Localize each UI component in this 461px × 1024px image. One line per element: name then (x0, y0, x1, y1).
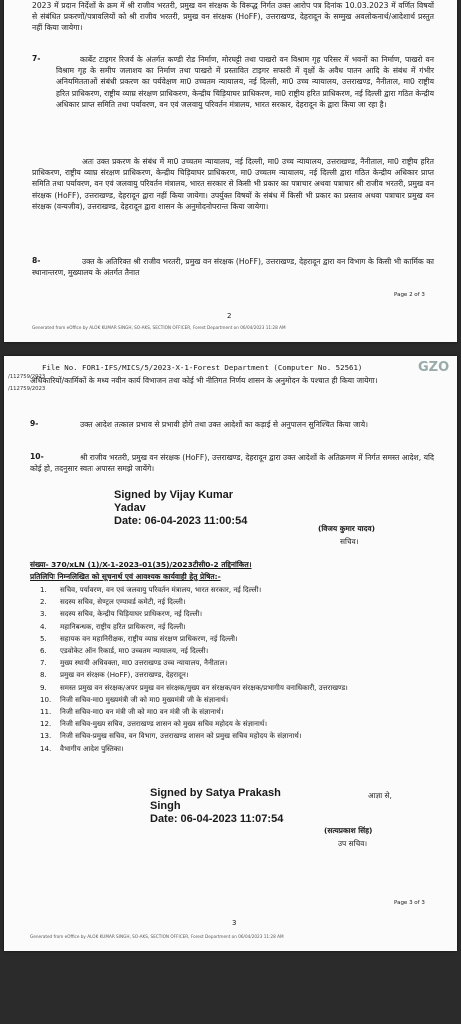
list-item-text: सदस्य सचिव, केन्द्रीय चिड़ियाघर प्राधिकरण, नई दिल्ली। (60, 609, 203, 619)
list-item (40, 584, 436, 596)
document-page-2 (4, 0, 457, 342)
list-item-number: 5. (40, 633, 47, 643)
page-number: 3 (232, 919, 237, 927)
file-number-header: File No. FOR1-IFS/MICS/5/2023-X-1-Forest Department (Computer No. 52561) (42, 363, 363, 372)
list-item-number: 2. (40, 597, 47, 607)
list-item-text: एडवोकेट ऑन रिकार्ड, मा0 उच्चतम न्यायालय, नई दिल्ली। (60, 646, 209, 656)
para-7-number: 7- (32, 54, 41, 63)
list-item (40, 633, 436, 645)
list-item-text: निजी सचिव-मा0 वन मंत्री जी को मा0 वन मंत्री जी के संज्ञानार्थ। (60, 707, 224, 717)
list-item-text: सदस्य सचिव, सेण्ट्रल एम्पावर्ड कमेटी, नई दिल्ली। (60, 597, 186, 607)
para-9-number: 9- (30, 419, 39, 428)
list-item-text: प्रमुख वन संरक्षक (HoFF), उत्तराखण्ड, देहरादून। (60, 670, 189, 680)
list-item-text: समस्त प्रमुख वन संरक्षक/अपर प्रमुख वन संरक्षक/मुख्य वन संरक्षक/वन संरक्षक/प्रभागीय वनाधिकारी, उत्तराखण्ड। (60, 682, 348, 692)
list-item-text: वैभागीय आदेश पुस्तिका। (60, 743, 124, 753)
copy-to-heading: प्रतिलिपिः निम्नलिखित को सूचनार्थ एवं आवश्यक कार्यवाही हेतु प्रेषित:- (30, 572, 221, 581)
eoffice-logo: GZO (418, 360, 450, 375)
page-count-label: Page 2 of 3 (394, 292, 425, 298)
page3-top-paragraph: अधिकारियों/कार्मिकों के मध्य नवीन कार्य विभाजन तथा कोई भी नीतिगत निर्णय शासन के अनुमोदन के पश्चात ही किया जायेगा। (30, 376, 378, 385)
para-7b-text: अतः उक्त प्रकरण के संबंध में मा0 उच्चतम न्यायालय, नई दिल्ली, मा0 उच्च न्यायालय, उत्तराखण्ड, नैनीताल, मा0 राष्ट्रीय हरित प्राधिकरण, राष्ट्रीय व्याघ्र संरक्षण प्राधिकरण, केन्द्रीय चिड़ियाघर प्राधिकरण, मा0 उच्चतम न्यायालय, नई दिल्ली द्वारा गठित केन्द्रीय अधिकार प्राप्त समिति तथा पर्यावरण, वन एवं जलवायु परिवर्तन मंत्रालय, भारत सरकार से किसी भी प्रकार का पत्राचार अथवा पत्राचार श्री राजीव भरतरी, प्रमुख वन संरक्षक (HoFF), उत्तराखण्ड, देहरादून द्वारा नहीं किया जायेगा। उपर्युक्त विषयों के संबंध में किसी भी प्रकार का प्रस्ताव अथवा पत्राचार प्रमुख वन संरक्षक (वन्यजीव), उत्तराखण्ड, देहरादून द्वारा शासन के अनुमोदनोपरान्त किया जायेगा। (32, 157, 434, 211)
list-item-text: निजी सचिव-मा0 मुख्यमंत्री जी को मा0 मुख्यमंत्री जी के संज्ञानार्थ। (60, 694, 229, 704)
list-item (40, 621, 436, 633)
signature-2-date: Date: 06-04-2023 11:07:54 (150, 813, 284, 825)
signatory-1-title: सचिव। (340, 537, 359, 546)
list-item-number: 4. (40, 621, 47, 631)
list-item (40, 669, 436, 681)
list-item-number: 8. (40, 670, 47, 680)
reference-number: संख्या- 370/xLN (1)/X-1-2023-01(35)/2023टीसी0-2 तद्दिनांकित। (30, 560, 252, 569)
signature-2-line1: Signed by Satya Prakash (150, 787, 281, 799)
list-item-number: 13. (40, 731, 52, 741)
para-10-number: 10- (30, 452, 44, 461)
eoffice-footer: Generated from eOffice by ALOK KUMAR SINGH, SO-AKS, SECTION OFFICER, Forest Department on 06/04/2023 11:28 AM (32, 325, 286, 330)
list-item-number: 1. (40, 585, 47, 594)
para-7-text: कार्बेट टाइगर रिजर्व के अंतर्गत कण्डी रोड निर्माण, मोरघट्टी तथा पाखरो वन विश्राम गृह परिसर में भवनों का निर्माण, पाखरो वन विश्राम गृह के समीप जलाशय का निर्माण तथा पाखरो में प्रस्तावित टाइगर सफारी में वृक्षों के अवैध पातन आदि के संबंध में गंभीर अनियमितताओं संबंधी प्रकरण का पर्यवेक्षण मा0 उच्चतम न्यायालय, नई दिल्ली, मा0 उच्च न्यायालय, उत्तराखण्ड, नैनीताल, मा0 राष्ट्रीय हरित प्राधिकरण, राष्ट्रीय व्याघ्र संरक्षण प्राधिकरण, केन्द्रीय चिड़ियाघर प्राधिकरण, मा0 राष्ट्रीय हरित प्राधिकरण, नई दिल्ली द्वारा गठित केन्द्रीय अधिकार प्राप्त समिति तथा पर्यावरण, वन एवं जलवायु परिवर्तन मंत्रालय, भारत सरकार, देहरादून के द्वारा किया जा रहा है। (56, 55, 434, 109)
signature-block-1 (114, 489, 247, 528)
signatory-2-title: उप सचिव। (338, 839, 368, 848)
list-item-number: 9. (40, 682, 47, 692)
list-item (40, 718, 436, 730)
list-item (40, 657, 436, 669)
document-page-3 (4, 356, 457, 951)
list-item-text: सहायक वन महानिरीक्षक, राष्ट्रीय व्याघ्र संरक्षण प्राधिकरण, नई दिल्ली। (60, 633, 238, 643)
list-item-number: 12. (40, 719, 52, 729)
list-item-number: 7. (40, 658, 47, 668)
list-item-number: 10. (40, 694, 52, 704)
signature-1-line2: Yadav (114, 502, 146, 514)
signatory-2-name: (सत्यप्रकाश सिंह) (324, 826, 373, 835)
eoffice-footer: Generated from eOffice by ALOK KUMAR SINGH, SO-AKS, SECTION OFFICER, Forest Department on 06/04/2023 11:28 AM (30, 934, 284, 939)
list-item-text: निजी सचिव-मुख्य सचिव, उत्तराखण्ड शासन को मुख्य सचिव महोदय के संज्ञानार्थ। (60, 719, 268, 729)
signature-block-2 (150, 787, 283, 826)
page2-top-paragraph: 2023 में प्रदान निर्देशों के क्रम में श्री राजीव भरतरी, प्रमुख वन संरक्षक के विरूद्ध निर्गत उक्त आरोप पत्र दिनांक 10.03.2023 में वर्णित विषयों से संबंधित प्रकरणों/पत्रावलियों को श्री राजीव भरतरी, प्रमुख वन संरक्षक (HoFF), उत्तराखण्ड, देहरादून के सम्मुख अवलोकनार्थ/आदेशार्थ प्रस्तुत नहीं किया जायेगा। (32, 1, 434, 33)
list-item (40, 645, 436, 657)
list-item (40, 730, 436, 742)
para-8-number: 8- (32, 256, 41, 265)
signature-1-line1: Signed by Vijay Kumar (114, 489, 234, 501)
list-item-number: 3. (40, 609, 47, 619)
list-item-number: 14. (40, 743, 52, 753)
list-item-text: महानिबन्धक, राष्ट्रीय हरित प्राधिकरण, नई दिल्ली। (60, 621, 186, 631)
para-9-text: उक्त आदेश तत्काल प्रभाव से प्रभावी होगे तथा उक्त आदेशों का कड़ाई से अनुपालन सुनिश्चित किया जाये। (80, 420, 369, 429)
list-item (40, 694, 436, 706)
list-item (40, 706, 436, 718)
page-count-label: Page 3 of 3 (394, 900, 425, 906)
list-item-text: सचिव, पर्यावरण, वन एवं जलवायु परिवर्तन मंत्रालय, भारत सरकार, नई दिल्ली। (60, 585, 262, 594)
list-item (40, 743, 436, 755)
side-reference-2: /112759/2023 (8, 386, 46, 392)
list-item-text: मुख्य स्थायी अधिवक्ता, मा0 उत्तराखण्ड उच्च न्यायालय, नैनीताल। (60, 658, 228, 668)
list-item-number: 11. (40, 707, 52, 717)
para-10-text: श्री राजीव भरतरी, प्रमुख वन संरक्षक (HoFF), उत्तराखण्ड, देहरादून द्वारा उक्त आदेशों के अतिक्रमण में निर्गत समस्त आदेश, यदि कोई हो, तदनुसार स्वतः अपास्त समझे जायेंगे। (30, 453, 434, 474)
signature-2-line2: Singh (150, 800, 181, 812)
list-item (40, 682, 436, 694)
list-item-number: 6. (40, 646, 47, 656)
copy-recipient-list (40, 584, 436, 755)
by-order-text: आज्ञा से, (368, 791, 392, 800)
list-item-text: निजी सचिव-प्रमुख सचिव, वन विभाग, उत्तराखण्ड शासन को प्रमुख सचिव महोदय के संज्ञानार्थ। (60, 731, 302, 741)
signature-1-date: Date: 06-04-2023 11:00:54 (114, 515, 248, 527)
list-item (40, 596, 436, 608)
list-item (40, 608, 436, 620)
page-number: 2 (227, 312, 232, 320)
signatory-1-name: (विजय कुमार यादव) (318, 524, 375, 533)
side-reference-1: /112759/2023 (8, 374, 46, 380)
para-8-text: उक्त के अतिरिक्त श्री राजीव भरतरी, प्रमुख वन संरक्षक (HoFF), उत्तराखण्ड, देहरादून द्वारा वन विभाग के किसी भी कार्मिक का स्थानान्तरण, मुख्यालय के अंतर्गत तैनात (32, 257, 434, 278)
